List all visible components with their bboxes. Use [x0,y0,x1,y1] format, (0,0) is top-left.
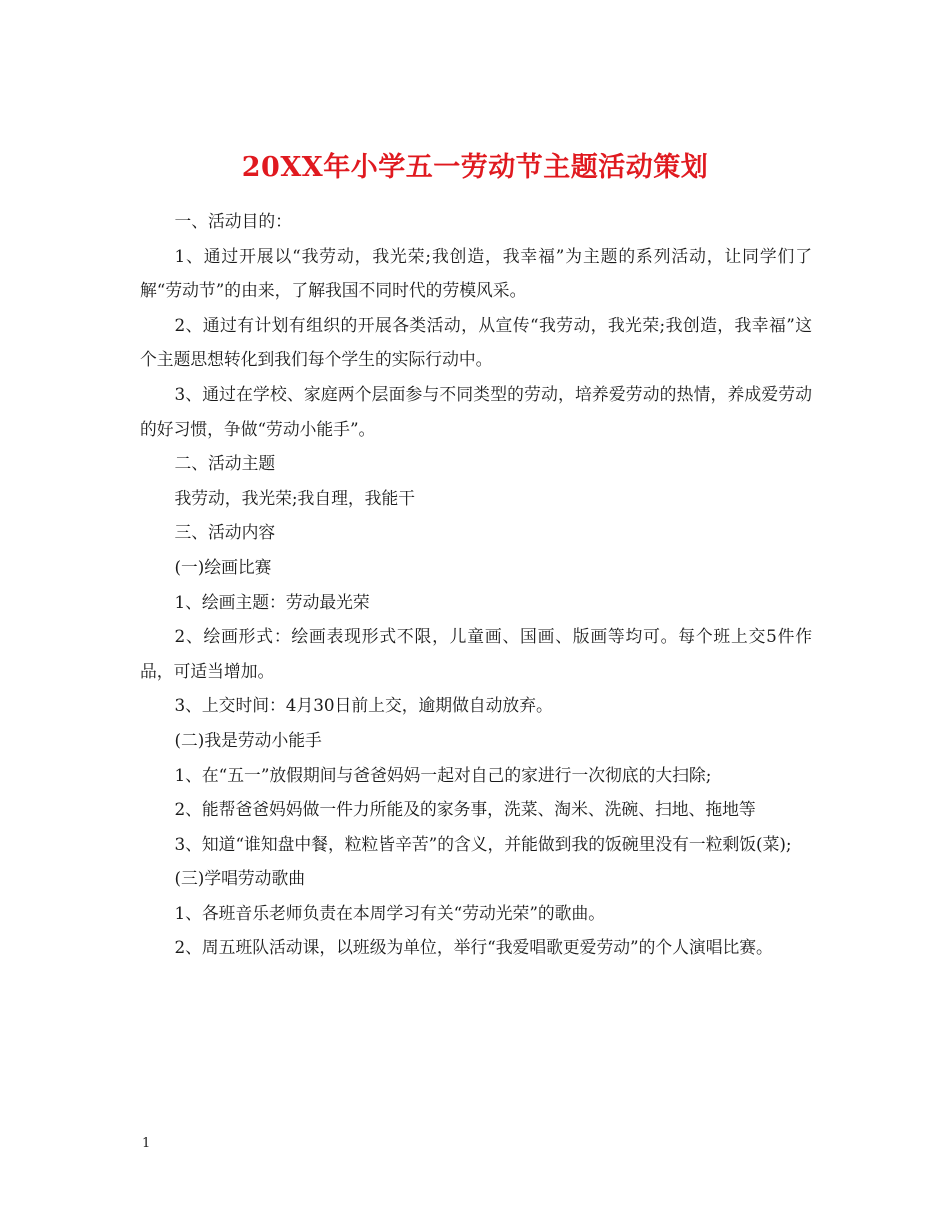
page-number: 1 [142,1136,151,1151]
paragraph: 3、通过在学校、家庭两个层面参与不同类型的劳动，培养爱劳动的热情，养成爱劳动的好习惯，争做“劳动小能手”。 [140,383,812,439]
section-heading-purpose: 一、活动目的： [174,211,292,231]
paragraph: 1、各班音乐老师负责在本周学习有关“劳动光荣”的歌曲。 [174,902,606,923]
document-title: 20XX年小学五一劳动节主题活动策划 [241,152,709,184]
subsection-heading-labor: (二)我是劳动小能手 [174,729,322,750]
paragraph: 1、绘画主题：劳动最光荣 [174,591,370,612]
subsection-heading-drawing: (一)绘画比赛 [174,556,272,577]
paragraph: 1、在“五一”放假期间与爸爸妈妈一起对自己的家进行一次彻底的大扫除; [174,764,712,785]
paragraph: 我劳动，我光荣;我自理，我能干 [174,487,416,508]
subsection-heading-songs: (三)学唱劳动歌曲 [174,868,306,889]
section-heading-content: 三、活动内容 [174,522,276,543]
paragraph: 3、知道“谁知盘中餐，粒粒皆辛苦”的含义，并能做到我的饭碗里没有一粒剩饭(菜); [174,833,792,854]
section-heading-theme: 二、活动主题 [174,453,276,474]
paragraph: 2、绘画形式：绘画表现形式不限，儿童画、国画、版画等均可。每个班上交5件作品，可适当增加。 [140,626,812,681]
paragraph: 3、上交时间：4月30日前上交，逾期做自动放弃。 [174,695,553,716]
paragraph: 1、通过开展以“我劳动，我光荣;我创造，我幸福”为主题的系列活动，让同学们了解“劳动节”的由来，了解我国不同时代的劳模风采。 [140,245,812,301]
document-body [140,204,812,965]
paragraph: 2、通过有计划有组织的开展各类活动，从宣传“我劳动，我光荣;我创造，我幸福”这个主题思想转化到我们每个学生的实际行动中。 [140,314,812,370]
paragraph: 2、能帮爸爸妈妈做一件力所能及的家务事，洗菜、淘米、洗碗、扫地、拖地等 [174,799,756,820]
paragraph: 2、周五班队活动课，以班级为单位，举行“我爱唱歌更爱劳动”的个人演唱比赛。 [174,937,773,958]
